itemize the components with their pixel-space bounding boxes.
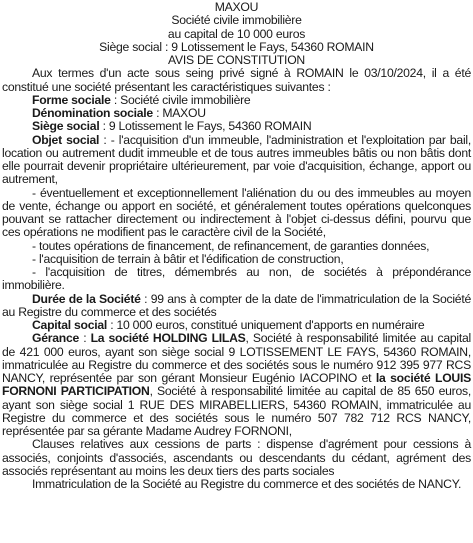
notice-title: AVIS DE CONSTITUTION — [168, 53, 305, 67]
legal-form-label: Forme sociale — [32, 92, 111, 107]
company-denomination — [2, 107, 471, 120]
purpose-item-4: - l'acquisition de titres, démembrés au non, de sociétés à prépondérance immobilière. — [2, 265, 471, 293]
share-capital-value: : 10 000 euros, constitué uniquement d'apports en numéraire — [107, 318, 425, 332]
company-duration — [2, 293, 471, 320]
company-name: MAXOU — [214, 0, 259, 14]
intro-paragraph: Aux termes d'un acte sous seing privé signé à ROMAIN le 03/10/2024, il a été constitué une société présentant les caractéristiques suivantes : — [2, 66, 471, 94]
manager-company-1: La société HOLDING LILAS — [90, 331, 246, 346]
management-colon: : — [79, 331, 91, 346]
share-capital — [2, 319, 471, 332]
company-head-office: Siège social : 9 Lotissement le Fays, 54360 ROMAIN — [99, 39, 374, 54]
management-label: Gérance — [32, 331, 80, 346]
registered-office — [2, 120, 471, 133]
corporate-purpose-value: : - l'acquisition d'un immeuble, l'administration et l'exploitation par bail, location ou autrement dudit immeuble et de tous autres immeubles bâtis ou non bâtis dont elle pourrait devenir propriétaire ultérieurement, par voie d'acquisition, échange, apport ou autrement, — [2, 132, 471, 187]
duration-value: : 99 ans à compter de la date de l'immatriculation de la Société au Registre du commerce et des sociétés — [2, 291, 471, 319]
corporate-purpose — [2, 134, 471, 187]
registered-office-value: : 9 Lotissement le Fays, 54360 ROMAIN — [99, 119, 312, 134]
company-capital: au capital de 10 000 euros — [167, 26, 306, 41]
registered-office-label: Siège social — [32, 119, 100, 134]
company-type: Société civile immobilière — [171, 13, 302, 28]
manager-company-2-details: , Société à responsabilité limitée au capital de 85 650 euros, ayant son siège social 1 RUE DES MIRABELLIERS, 54360 ROMAIN, immatriculée au Registre du commerce et des sociétés sous le numéro 507 782 712 RCS NANCY, représentée par sa gérante Madame Audrey FORNONI, — [2, 384, 471, 438]
purpose-item-1: - éventuellement et exceptionnellement l'aliénation du ou des immeubles au moyen de vente, échange ou apport en société, et généralement toutes opérations quelconques pouvant se rattacher directement ou indirectement à l'objet ci-dessus défini, pourvu que ces opérations ne modifient pas le caractère civil de la Société, — [2, 185, 471, 240]
purpose-item-3: - l'acquisition de terrain à bâtir et l'édification de construction, — [32, 251, 344, 266]
legal-form-value: : Société civile immobilière — [110, 92, 251, 107]
registration: Immatriculation de la Société au Registre du commerce et des sociétés de NANCY. — [32, 477, 462, 491]
manager-company-1-details: , Société à responsabilité limitée au capital de 421 000 euros, ayant son siège social 9 LOTISSEMENT LE FAYS, 54360 ROMAIN, immatriculée au Registre du commerce et des sociétés sous le numéro 912 395 977 RCS NANCY, représentée par son gérant Monsieur Eugénio IACOPINO et — [2, 331, 471, 385]
share-transfer-clauses: Clauses relatives aux cessions de parts : dispense d'agrément pour cessions à associés, conjoints d'associés, ascendants ou descendants du cédant, agrément des associés représentant au moins les deux tiers des parts sociales — [2, 437, 471, 478]
corporate-purpose-label: Objet social — [32, 132, 100, 147]
manager-company-2: la société LOUIS FORNONI PARTICIPATION — [2, 371, 471, 399]
denomination-label: Dénomination sociale — [32, 106, 153, 120]
management — [2, 332, 471, 438]
duration-label: Durée de la Société — [32, 291, 141, 306]
legal-form — [2, 94, 471, 107]
share-capital-label: Capital social — [32, 318, 108, 332]
purpose-item-2: - toutes opérations de financement, de refinancement, de garanties données, — [32, 238, 430, 253]
denomination-value: : MAXOU — [152, 106, 206, 120]
